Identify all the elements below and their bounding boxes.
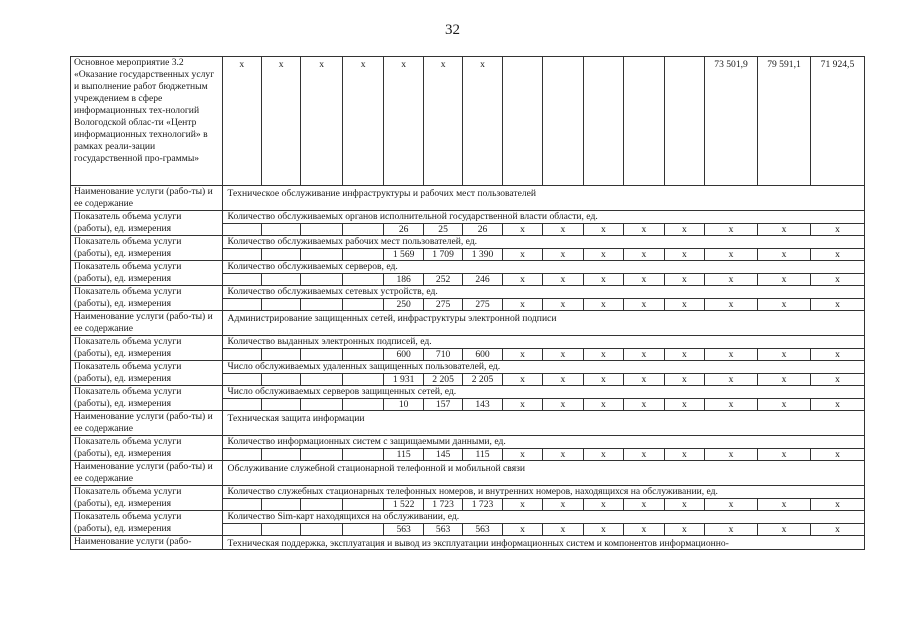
indicator-label: Показатель объема услуги (работы), ед. измерения — [71, 436, 223, 461]
main-event-cell: х — [222, 57, 261, 186]
indicator-value-cell — [222, 373, 261, 386]
indicator-row — [71, 211, 865, 224]
page-number: 32 — [445, 22, 460, 38]
indicator-row — [71, 261, 865, 274]
indicator-description: Количество обслуживаемых рабочих мест пользователей, ед. — [222, 236, 864, 249]
indicator-value-cell: х — [664, 273, 704, 286]
service-label: Наименование услуги (рабо- — [71, 536, 223, 550]
indicator-description: Число обслуживаемых серверов защищенных сетей, ед. — [222, 386, 864, 399]
indicator-value-cell: х — [502, 448, 542, 461]
indicator-value-cell: х — [543, 298, 583, 311]
indicator-value-cell: х — [810, 273, 864, 286]
indicator-value-cell: х — [705, 498, 758, 511]
indicator-row — [71, 386, 865, 399]
indicator-value-cell — [261, 498, 300, 511]
indicator-value-cell: х — [502, 348, 542, 361]
indicator-row — [71, 511, 865, 524]
indicator-description: Количество обслуживаемых органов исполнительной государственной власти области, ед. — [222, 211, 864, 224]
main-event-cell: х — [423, 57, 462, 186]
main-event-cell: х — [342, 57, 384, 186]
indicator-value-cell: х — [502, 298, 542, 311]
indicator-value-cell: х — [664, 448, 704, 461]
indicator-value-cell — [222, 248, 261, 261]
main-event-cell: 79 591,1 — [758, 57, 811, 186]
indicator-value-cell: х — [502, 498, 542, 511]
indicator-label: Показатель объема услуги (работы), ед. измерения — [71, 336, 223, 361]
indicator-value-cell: 115 — [384, 448, 423, 461]
indicator-value-cell — [301, 348, 343, 361]
indicator-value-cell: 1 390 — [463, 248, 502, 261]
service-row — [71, 536, 865, 550]
indicator-value-cell — [301, 523, 343, 536]
indicator-value-cell: х — [624, 273, 664, 286]
indicator-value-cell: х — [705, 223, 758, 236]
indicator-value-cell — [261, 373, 300, 386]
indicator-value-cell: х — [543, 398, 583, 411]
indicator-value-cell: х — [758, 248, 811, 261]
indicator-value-cell: х — [758, 448, 811, 461]
indicator-value-cell: х — [758, 523, 811, 536]
indicator-value-cell: х — [583, 448, 623, 461]
indicator-value-cell — [261, 223, 300, 236]
indicator-value-cell — [301, 498, 343, 511]
indicator-value-cell: х — [543, 273, 583, 286]
indicator-row — [71, 236, 865, 249]
indicator-value-cell: х — [583, 248, 623, 261]
indicator-value-cell — [342, 273, 384, 286]
indicator-value-cell: х — [705, 273, 758, 286]
indicator-value-cell: х — [502, 223, 542, 236]
indicator-value-cell — [301, 373, 343, 386]
indicator-value-cell — [342, 498, 384, 511]
indicator-value-cell: 710 — [423, 348, 462, 361]
indicator-row — [71, 486, 865, 499]
indicator-value-cell: х — [502, 248, 542, 261]
indicator-value-cell — [222, 398, 261, 411]
indicator-description: Количество обслуживаемых сетевых устройств, ед. — [222, 286, 864, 299]
indicator-value-cell: х — [664, 398, 704, 411]
indicator-label: Показатель объема услуги (работы), ед. измерения — [71, 236, 223, 261]
indicator-value-cell: 252 — [423, 273, 462, 286]
indicator-value-cell: 275 — [423, 298, 462, 311]
indicator-row — [71, 286, 865, 299]
indicator-label: Показатель объема услуги (работы), ед. измерения — [71, 511, 223, 536]
indicator-value-cell: х — [583, 498, 623, 511]
indicator-value-cell: х — [543, 523, 583, 536]
indicator-value-cell: х — [758, 398, 811, 411]
main-event-cell — [543, 57, 583, 186]
service-description: Техническая защита информации — [222, 411, 864, 436]
main-event-cell — [664, 57, 704, 186]
service-row — [71, 186, 865, 211]
indicator-value-cell — [222, 298, 261, 311]
indicator-label: Показатель объема услуги (работы), ед. измерения — [71, 361, 223, 386]
indicator-value-cell — [301, 248, 343, 261]
indicator-value-cell: х — [758, 223, 811, 236]
indicator-value-cell: х — [502, 523, 542, 536]
indicator-value-cell — [261, 248, 300, 261]
main-event-label: Основное мероприятие 3.2 «Оказание государственных услуг и выполнение работ бюджетным учреждением в сфере информационных тех-нологий Вологодской облас-ти «Центр информационных технологий» в рамках реали-зации государственной про-граммы» — [71, 57, 223, 186]
indicator-value-cell — [261, 523, 300, 536]
indicator-value-cell: х — [810, 248, 864, 261]
indicator-value-cell — [261, 273, 300, 286]
indicator-value-cell — [301, 448, 343, 461]
indicator-value-cell: х — [583, 398, 623, 411]
indicator-value-cell: х — [664, 223, 704, 236]
service-label: Наименование услуги (рабо-ты) и ее содержание — [71, 461, 223, 486]
indicator-value-cell: х — [810, 498, 864, 511]
indicator-value-cell: х — [583, 348, 623, 361]
indicator-value-cell — [261, 298, 300, 311]
indicator-value-cell: х — [810, 348, 864, 361]
indicator-value-cell: 10 — [384, 398, 423, 411]
indicator-value-cell — [222, 498, 261, 511]
indicator-value-cell: 26 — [384, 223, 423, 236]
indicator-value-cell: 1 723 — [463, 498, 502, 511]
indicator-value-cell: х — [543, 348, 583, 361]
indicator-value-cell: х — [758, 498, 811, 511]
indicator-description: Количество информационных систем с защищаемыми данными, ед. — [222, 436, 864, 449]
indicator-value-cell: х — [664, 523, 704, 536]
indicator-value-cell: х — [758, 348, 811, 361]
service-description: Обслуживание служебной стационарной телефонной и мобильной связи — [222, 461, 864, 486]
indicator-value-cell: х — [758, 273, 811, 286]
indicator-value-cell — [222, 273, 261, 286]
indicator-label: Показатель объема услуги (работы), ед. измерения — [71, 486, 223, 511]
indicator-value-cell: х — [502, 273, 542, 286]
indicator-value-cell: х — [502, 398, 542, 411]
indicator-value-cell: х — [810, 298, 864, 311]
main-event-cell: 71 924,5 — [810, 57, 864, 186]
indicator-value-cell: х — [543, 498, 583, 511]
indicator-value-cell: 2 205 — [463, 373, 502, 386]
indicator-description: Количество служебных стационарных телефонных номеров, и внутренних номеров, находящихся на обслуживании, ед. — [222, 486, 864, 499]
main-event-cell: х — [384, 57, 423, 186]
indicator-value-cell: х — [583, 298, 623, 311]
indicator-value-cell: 1 522 — [384, 498, 423, 511]
indicator-description: Число обслуживаемых удаленных защищенных пользователей, ед. — [222, 361, 864, 374]
service-label: Наименование услуги (рабо-ты) и ее содержание — [71, 186, 223, 211]
indicator-value-cell — [222, 223, 261, 236]
indicator-value-cell: х — [705, 348, 758, 361]
indicator-description: Количество обслуживаемых серверов, ед. — [222, 261, 864, 274]
indicator-label: Показатель объема услуги (работы), ед. измерения — [71, 286, 223, 311]
indicator-value-cell: х — [664, 373, 704, 386]
indicator-value-cell — [342, 248, 384, 261]
program-table — [70, 56, 865, 550]
indicator-value-cell: 143 — [463, 398, 502, 411]
indicator-description: Количество Sim-карт находящихся на обслуживании, ед. — [222, 511, 864, 524]
indicator-value-cell: х — [583, 273, 623, 286]
main-event-cell — [583, 57, 623, 186]
indicator-value-cell: х — [543, 448, 583, 461]
indicator-value-cell: 115 — [463, 448, 502, 461]
indicator-value-cell: х — [810, 523, 864, 536]
indicator-value-cell — [301, 398, 343, 411]
indicator-value-cell: х — [543, 248, 583, 261]
indicator-row — [71, 361, 865, 374]
indicator-value-cell — [342, 398, 384, 411]
indicator-value-cell: 275 — [463, 298, 502, 311]
service-row — [71, 311, 865, 336]
indicator-value-cell: х — [583, 523, 623, 536]
indicator-value-cell: х — [705, 298, 758, 311]
indicator-value-cell: х — [810, 448, 864, 461]
main-event-cell: 73 501,9 — [705, 57, 758, 186]
indicator-value-cell: х — [624, 448, 664, 461]
main-event-row — [71, 57, 865, 186]
indicator-value-cell: 563 — [423, 523, 462, 536]
indicator-value-cell: 1 709 — [423, 248, 462, 261]
indicator-value-cell: х — [543, 373, 583, 386]
main-event-cell: х — [463, 57, 502, 186]
indicator-value-cell: 145 — [423, 448, 462, 461]
indicator-value-cell: х — [810, 373, 864, 386]
indicator-value-cell — [222, 448, 261, 461]
indicator-value-cell: х — [624, 398, 664, 411]
indicator-value-cell — [261, 448, 300, 461]
indicator-value-cell: х — [705, 373, 758, 386]
indicator-value-cell: 157 — [423, 398, 462, 411]
indicator-value-cell: х — [624, 348, 664, 361]
service-label: Наименование услуги (рабо-ты) и ее содержание — [71, 311, 223, 336]
indicator-value-cell — [301, 298, 343, 311]
indicator-value-cell — [342, 448, 384, 461]
indicator-value-cell: 600 — [463, 348, 502, 361]
indicator-value-cell: 26 — [463, 223, 502, 236]
indicator-value-cell: х — [810, 223, 864, 236]
service-row — [71, 411, 865, 436]
indicator-value-cell — [342, 523, 384, 536]
indicator-value-cell: х — [624, 248, 664, 261]
service-label: Наименование услуги (рабо-ты) и ее содержание — [71, 411, 223, 436]
indicator-value-cell: 1 931 — [384, 373, 423, 386]
indicator-value-cell: 250 — [384, 298, 423, 311]
indicator-row — [71, 436, 865, 449]
indicator-value-cell: х — [583, 223, 623, 236]
indicator-value-cell: х — [705, 398, 758, 411]
indicator-value-cell: 563 — [384, 523, 423, 536]
indicator-value-cell: х — [705, 248, 758, 261]
indicator-value-cell: х — [502, 373, 542, 386]
indicator-value-cell: 1 569 — [384, 248, 423, 261]
indicator-value-cell: 1 723 — [423, 498, 462, 511]
service-description: Техническая поддержка, эксплуатация и вывод из эксплуатации информационных систем и компонентов информационно- — [222, 536, 864, 550]
indicator-value-cell: 600 — [384, 348, 423, 361]
indicator-value-cell — [342, 298, 384, 311]
indicator-value-cell: х — [543, 223, 583, 236]
main-event-cell — [624, 57, 664, 186]
indicator-value-cell — [261, 348, 300, 361]
indicator-value-cell: х — [664, 248, 704, 261]
indicator-value-cell — [261, 398, 300, 411]
service-row — [71, 461, 865, 486]
service-description: Техническое обслуживание инфраструктуры и рабочих мест пользователей — [222, 186, 864, 211]
indicator-label: Показатель объема услуги (работы), ед. измерения — [71, 211, 223, 236]
indicator-value-cell: 186 — [384, 273, 423, 286]
indicator-value-cell: х — [664, 498, 704, 511]
service-description: Администрирование защищенных сетей, инфраструктуры электронной подписи — [222, 311, 864, 336]
indicator-value-cell — [342, 348, 384, 361]
indicator-value-cell — [222, 523, 261, 536]
indicator-value-cell: х — [624, 223, 664, 236]
main-event-cell — [502, 57, 542, 186]
indicator-value-cell: х — [583, 373, 623, 386]
indicator-value-cell: х — [758, 298, 811, 311]
main-event-cell: х — [301, 57, 343, 186]
indicator-value-cell: 2 205 — [423, 373, 462, 386]
indicator-value-cell: х — [664, 298, 704, 311]
indicator-label: Показатель объема услуги (работы), ед. измерения — [71, 386, 223, 411]
indicator-value-cell — [342, 373, 384, 386]
indicator-value-cell: х — [664, 348, 704, 361]
indicator-value-cell: х — [624, 373, 664, 386]
indicator-value-cell: х — [758, 373, 811, 386]
indicator-value-cell: х — [705, 523, 758, 536]
indicator-label: Показатель объема услуги (работы), ед. измерения — [71, 261, 223, 286]
indicator-value-cell — [222, 348, 261, 361]
indicator-value-cell: х — [810, 398, 864, 411]
indicator-value-cell: х — [705, 448, 758, 461]
indicator-value-cell — [301, 273, 343, 286]
indicator-value-cell — [301, 223, 343, 236]
indicator-value-cell: 25 — [423, 223, 462, 236]
indicator-row — [71, 336, 865, 349]
indicator-value-cell: х — [624, 523, 664, 536]
indicator-description: Количество выданных электронных подписей, ед. — [222, 336, 864, 349]
indicator-value-cell: х — [624, 298, 664, 311]
indicator-value-cell — [342, 223, 384, 236]
indicator-value-cell: 563 — [463, 523, 502, 536]
main-event-cell: х — [261, 57, 300, 186]
indicator-value-cell: 246 — [463, 273, 502, 286]
indicator-value-cell: х — [624, 498, 664, 511]
